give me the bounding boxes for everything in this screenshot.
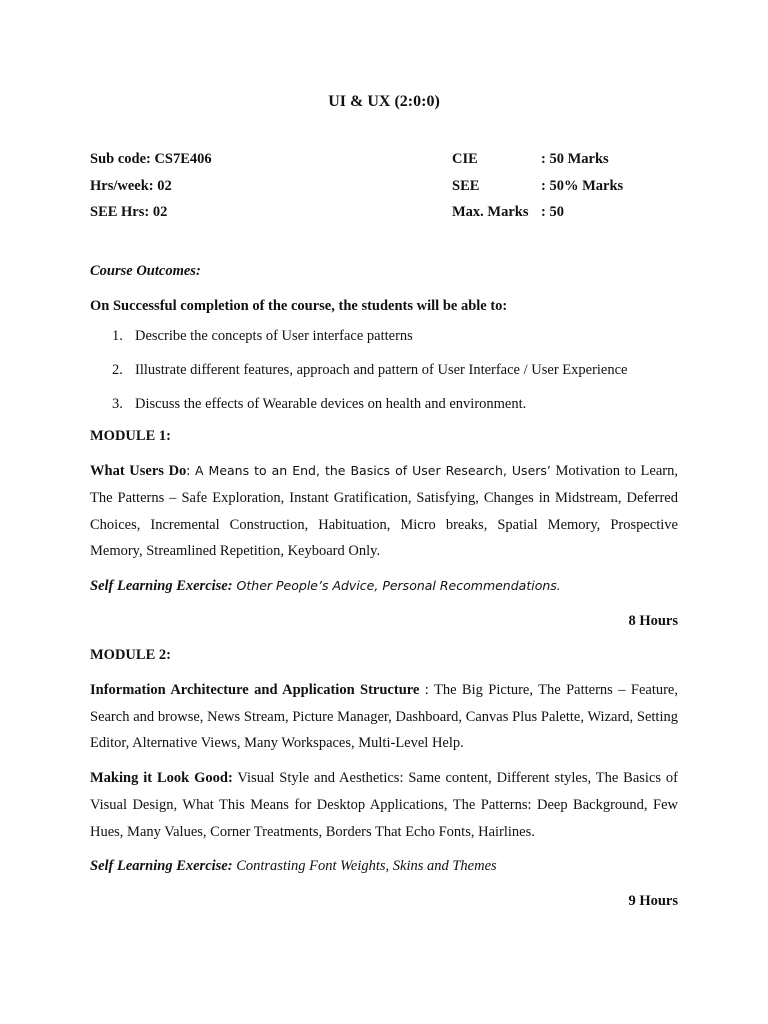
list-item xyxy=(90,394,678,414)
see-hrs: SEE Hrs: 02 xyxy=(90,204,168,220)
see-label: SEE xyxy=(452,177,480,194)
max-marks-label: Max. Marks xyxy=(452,204,529,220)
module-2-content-2 xyxy=(90,765,678,845)
see-value: : 50% Marks xyxy=(541,177,624,194)
sub-code: Sub code: CS7E406 xyxy=(90,151,212,167)
list-text: Describe the concepts of User interface patterns xyxy=(135,328,413,345)
document-body xyxy=(90,258,678,915)
module-2-heading: MODULE 2: xyxy=(90,647,171,664)
meta-row-3 xyxy=(90,204,690,231)
hrs-week: Hrs/week: 02 xyxy=(90,177,172,194)
outcomes-intro: On Successful completion of the course, the students will be able to: xyxy=(90,297,508,314)
module-2-content-1 xyxy=(90,677,678,757)
list-number: 1. xyxy=(112,328,123,345)
max-marks-value: : 50 xyxy=(541,204,564,220)
list-text: Illustrate different features, approach and pattern of User Interface / User Experience xyxy=(135,362,628,379)
module-1-sans-text: A Means to an End, the Basics of User Research, Users’ xyxy=(194,463,551,479)
module-1-lead: What Users Do xyxy=(90,463,187,480)
cie-value: : 50 Marks xyxy=(541,151,609,167)
module-2-self-learning xyxy=(90,853,678,880)
list-number: 2. xyxy=(112,362,123,379)
outcomes-list xyxy=(90,326,678,414)
module-2-hours: 9 Hours xyxy=(628,892,678,909)
self-learning-text: Other People’s Advice, Personal Recommendations. xyxy=(232,577,561,593)
meta-row-1 xyxy=(90,151,690,178)
self-learning-label: Self Learning Exercise: xyxy=(90,577,233,594)
module-1-heading: MODULE 1: xyxy=(90,428,171,445)
module-2-text-1: : The Big Picture, The Patterns – Feature, Search and browse, News Stream, Picture Manager, Dashboard, Canvas Plus Palette, Wizard, Setting Editor, Alternative Views, Many Workspaces, Multi-Level Help. xyxy=(90,682,678,752)
list-item xyxy=(90,326,678,346)
list-number: 3. xyxy=(112,396,123,413)
module-1-hours: 8 Hours xyxy=(628,612,678,629)
module-2-lead-1: Information Architecture and Application Structure xyxy=(90,682,420,699)
module-1-self-learning xyxy=(90,573,678,600)
course-outcomes-heading: Course Outcomes: xyxy=(90,263,201,279)
cie-label: CIE xyxy=(452,151,478,167)
self-learning-label: Self Learning Exercise: xyxy=(90,858,233,875)
module-1-sep: : xyxy=(186,463,195,480)
list-item xyxy=(90,360,678,380)
module-1-text: Motivation to Learn, The Patterns – Safe Exploration, Instant Gratification, Satisfying, Changes in Midstream, Deferred Choices, Incremental Construction, Habituation, Micro breaks, Spatial Memory, Prospective Memory, Streamlined Repetition, Keyboard Only. xyxy=(90,463,678,560)
meta-row-2 xyxy=(90,178,690,205)
self-learning-text: Contrasting Font Weights, Skins and Themes xyxy=(232,858,497,875)
module-2-text-2: Visual Style and Aesthetics: Same content, Different styles, The Basics of Visual Design, What This Means for Desktop Applications, The Patterns: Deep Background, Few Hues, Many Values, Corner Treatments, Borders That Echo Fonts, Hairlines. xyxy=(90,770,679,840)
course-title: UI & UX (2:0:0) xyxy=(328,93,440,110)
course-meta xyxy=(90,151,690,231)
list-text: Discuss the effects of Wearable devices on health and environment. xyxy=(135,396,527,413)
module-1-content xyxy=(90,458,678,565)
module-2-lead-2: Making it Look Good: xyxy=(90,770,233,787)
